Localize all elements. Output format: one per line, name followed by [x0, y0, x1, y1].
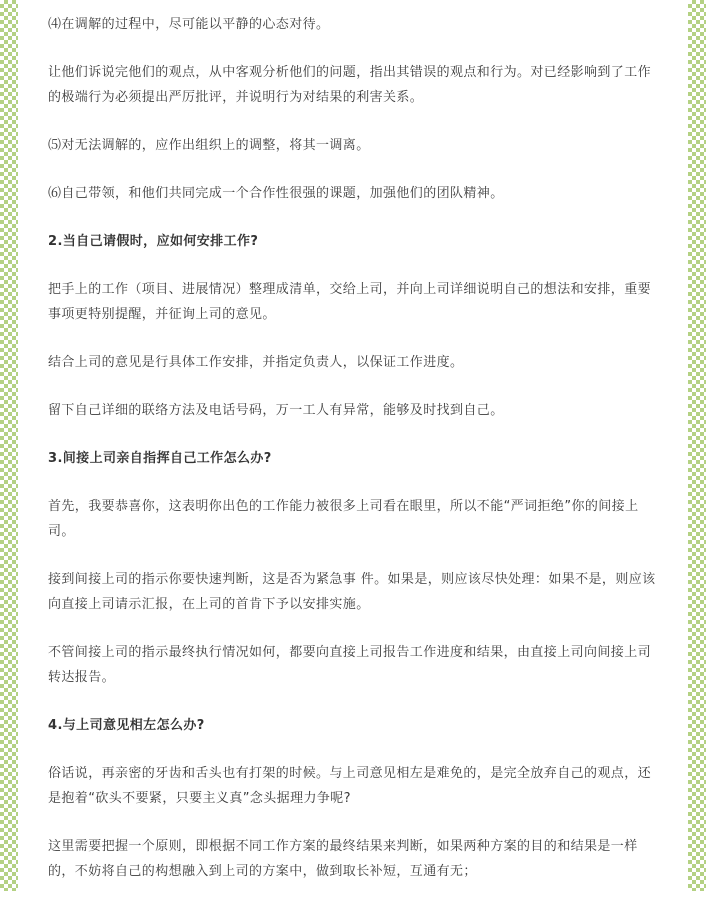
paragraph: 这里需要把握一个原则，即根据不同工作方案的最终结果来判断，如果两种方案的目的和结果是一样的，不妨将自己的构想融入到上司的方案中，做到取长补短，互通有无；	[48, 839, 638, 879]
decorative-border-right	[688, 0, 706, 891]
paragraph: 接到间接上司的指示你要快速判断，这是否为紧急事 件。如果是，则应该尽快处理：如果不是，则应该向直接上司请示汇报，在上司的首肯下予以安排实施。	[48, 572, 656, 612]
section-heading: 4.与上司意见相左怎么办?	[48, 718, 205, 733]
article-body	[48, 12, 664, 907]
paragraph: 留下自己详细的联络方法及电话号码，万一工人有异常，能够及时找到自己。	[48, 403, 504, 418]
decorative-border-left	[0, 0, 18, 891]
paragraph: 结合上司的意见是行具体工作安排，并指定负责人，以保证工作进度。	[48, 355, 464, 370]
paragraph: ⑷在调解的过程中，尽可能以平静的心态对待。	[48, 17, 330, 32]
paragraph: 让他们诉说完他们的观点，从中客观分析他们的问题，指出其错误的观点和行为。对已经影响到了工作的极端行为必须提出严厉批评，并说明行为对结果的利害关系。	[48, 65, 652, 105]
section-heading: 3.间接上司亲自指挥自己工作怎么办?	[48, 451, 272, 466]
section-heading: 2.当自己请假时，应如何安排工作?	[48, 234, 259, 249]
paragraph: 把手上的工作（项目、进展情况）整理成清单，交给上司，并向上司详细说明自己的想法和安排，重要事项更特别提醒，并征询上司的意见。	[48, 282, 652, 322]
paragraph: 首先，我要恭喜你，这表明你出色的工作能力被很多上司看在眼里，所以不能“严词拒绝”你的间接上司。	[48, 499, 639, 539]
paragraph: ⑹自己带领，和他们共同完成一个合作性很强的课题，加强他们的团队精神。	[48, 186, 504, 201]
paragraph: 不管间接上司的指示最终执行情况如何，都要向直接上司报告工作进度和结果，由直接上司向间接上司转达报告。	[48, 645, 652, 685]
paragraph: ⑸对无法调解的，应作出组织上的调整，将其一调离。	[48, 138, 370, 153]
paragraph: 俗话说，再亲密的牙齿和舌头也有打架的时候。与上司意见相左是难免的，是完全放弃自己的观点，还是抱着“砍头不要紧，只要主义真”念头据理力争呢?	[48, 766, 652, 806]
